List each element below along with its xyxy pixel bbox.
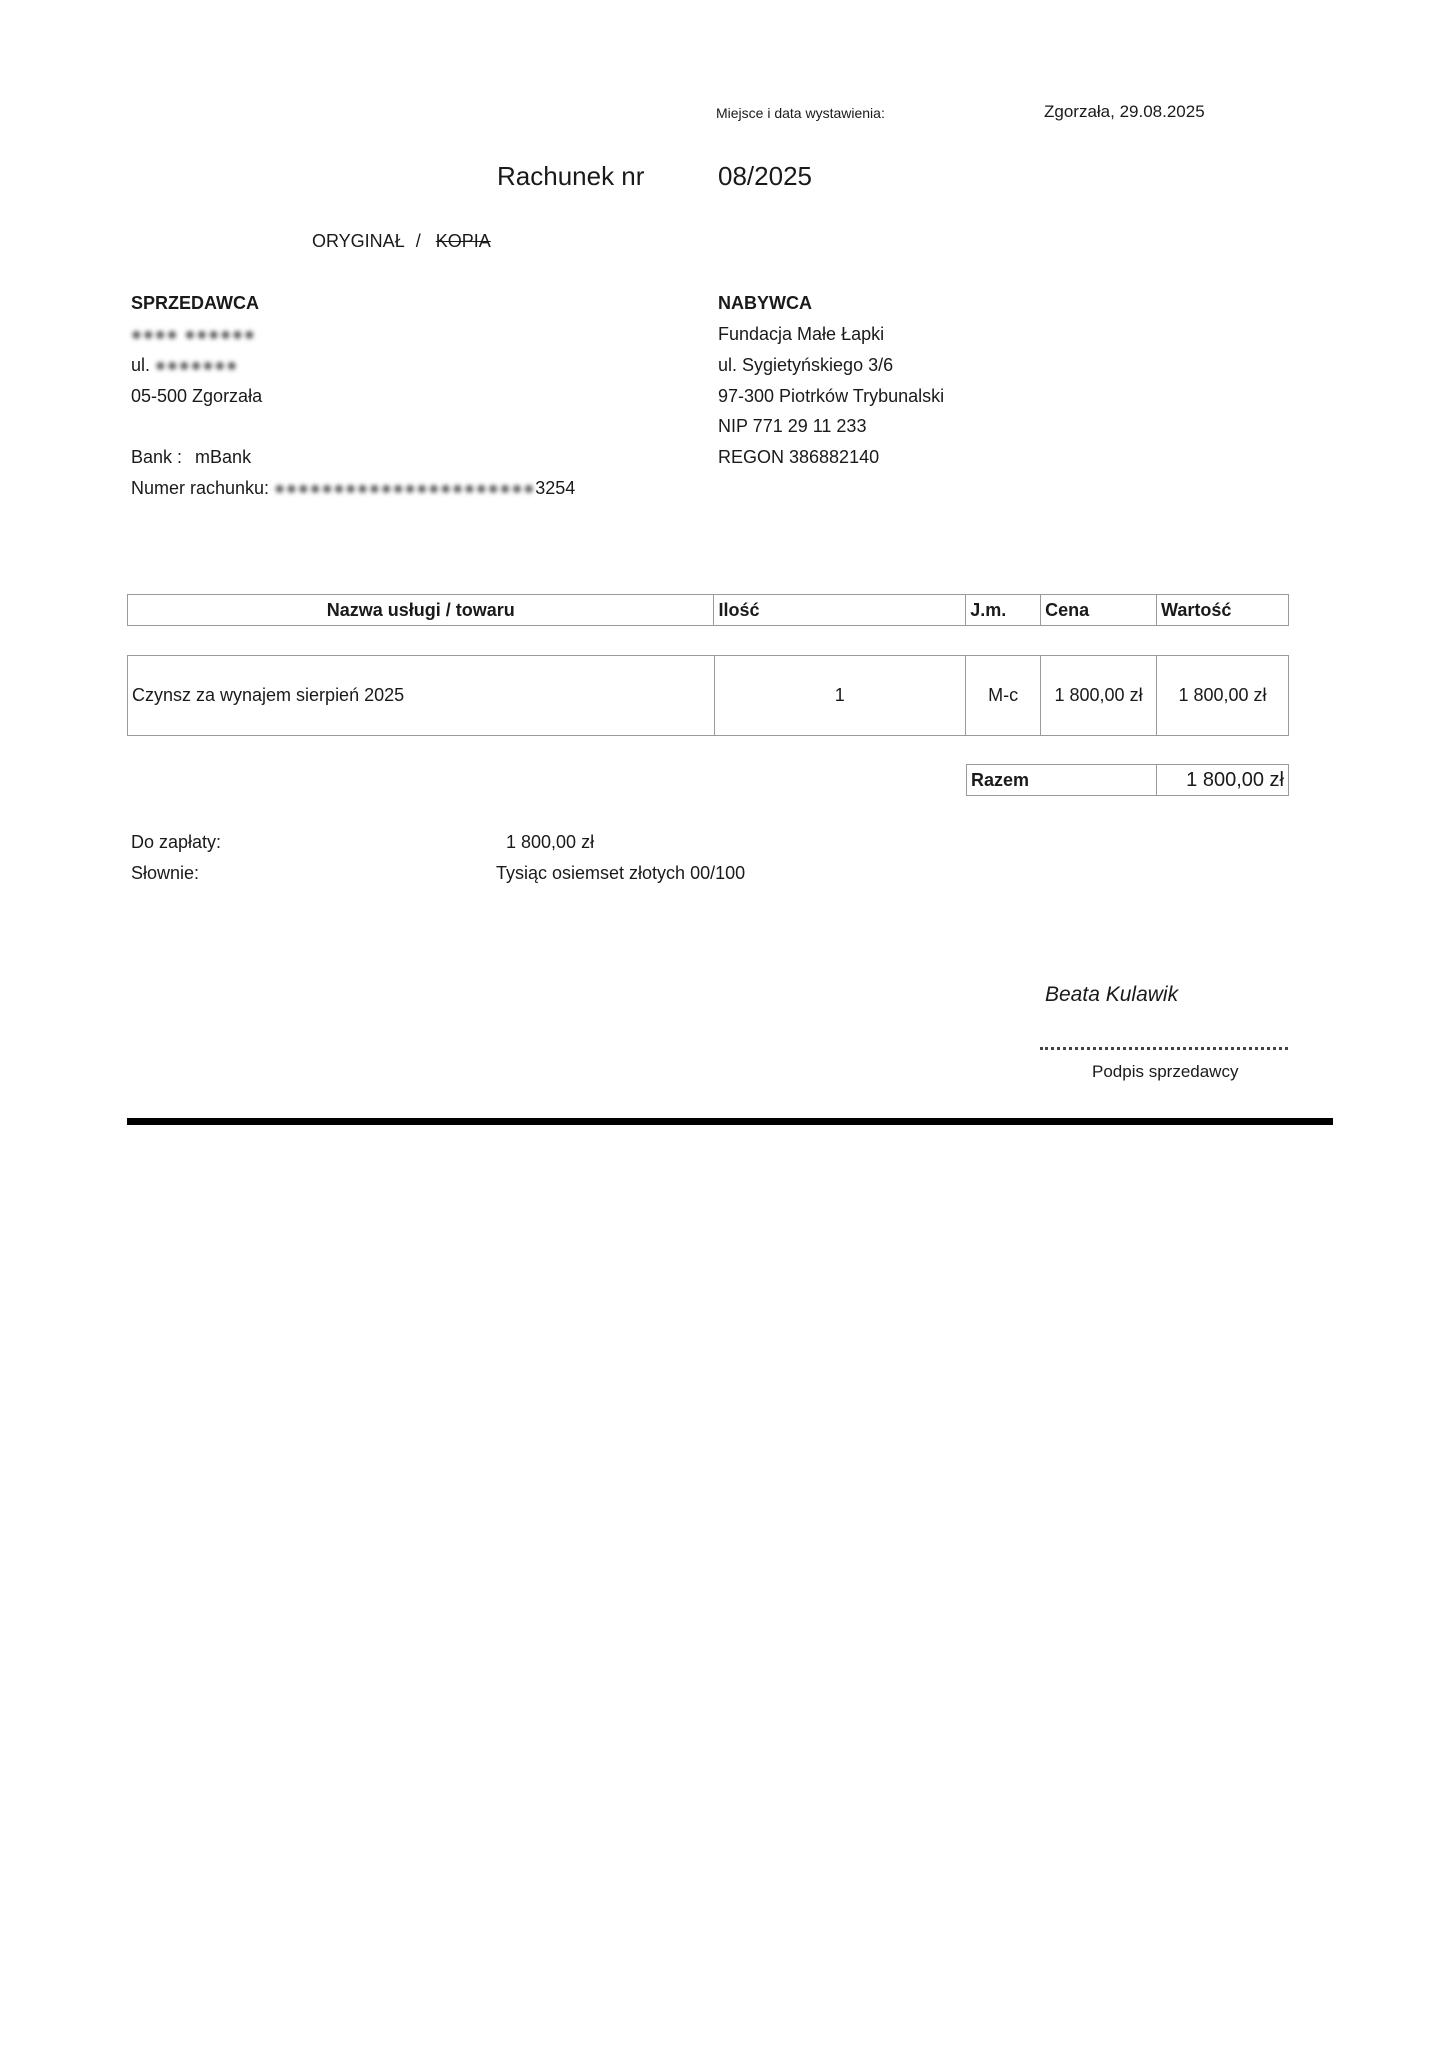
seller-street-redacted: ●●●●●●● xyxy=(155,355,239,375)
due-label: Do zapłaty: xyxy=(131,832,222,852)
row-name: Czynsz za wynajem sierpień 2025 xyxy=(128,656,715,736)
seller-bank xyxy=(131,446,251,468)
seller-street-prefix: ul. xyxy=(131,355,151,375)
signature-name: Beata Kulawik xyxy=(1045,983,1179,1006)
signature-label: Podpis sprzedawcy xyxy=(1092,1062,1239,1081)
seller-name-redacted: ●●●● ●●●●●● xyxy=(131,324,256,344)
col-header-price: Cena xyxy=(1041,595,1157,626)
seller-street xyxy=(131,354,238,376)
place-date-value: Zgorzała, 29.08.2025 xyxy=(1044,102,1205,121)
copy-label: KOPIA xyxy=(435,231,491,251)
total-label: Razem xyxy=(967,765,1157,796)
bottom-rule xyxy=(127,1118,1333,1125)
account-redacted: ●●●●●●●●●●●●●●●●●●●●●● xyxy=(274,478,536,498)
items-table-body xyxy=(127,655,1289,736)
total-table xyxy=(966,764,1289,796)
seller-name xyxy=(131,323,256,345)
total-value: 1 800,00 zł xyxy=(1157,765,1289,796)
table-row xyxy=(128,656,1289,736)
document-number: 08/2025 xyxy=(718,161,812,191)
place-date-label: Miejsce i data wystawienia: xyxy=(716,105,885,121)
signature-line xyxy=(1040,1047,1288,1050)
words-value: Tysiąc osiemset złotych 00/100 xyxy=(496,863,746,883)
col-header-name: Nazwa usługi / towaru xyxy=(128,595,714,626)
col-header-qty: Ilość xyxy=(714,595,966,626)
bank-value: mBank xyxy=(195,447,252,467)
col-header-value: Wartość xyxy=(1157,595,1289,626)
row-price: 1 800,00 zł xyxy=(1041,656,1157,736)
words-label: Słownie: xyxy=(131,863,200,883)
row-qty: 1 xyxy=(714,656,966,736)
col-header-unit: J.m. xyxy=(966,595,1041,626)
buyer-street: ul. Sygietyńskiego 3/6 xyxy=(718,355,894,375)
buyer-city: 97-300 Piotrków Trybunalski xyxy=(718,386,945,406)
original-label: ORYGINAŁ xyxy=(312,231,405,251)
document-title: Rachunek nr xyxy=(497,161,645,191)
due-value: 1 800,00 zł xyxy=(506,832,595,852)
seller-city: 05-500 Zgorzała xyxy=(131,386,263,406)
row-value: 1 800,00 zł xyxy=(1157,656,1289,736)
buyer-nip: NIP 771 29 11 233 xyxy=(718,416,867,436)
buyer-heading: NABYWCA xyxy=(718,293,812,313)
seller-account xyxy=(131,477,575,499)
account-suffix: 3254 xyxy=(535,478,576,498)
items-table-header xyxy=(127,594,1289,626)
copy-type-line xyxy=(312,230,491,252)
separator: / xyxy=(415,231,421,251)
row-unit: M-c xyxy=(966,656,1041,736)
account-label: Numer rachunku: xyxy=(131,478,270,498)
seller-heading: SPRZEDAWCA xyxy=(131,293,260,313)
buyer-regon: REGON 386882140 xyxy=(718,447,880,467)
bank-label: Bank : xyxy=(131,447,183,467)
buyer-name: Fundacja Małe Łapki xyxy=(718,324,885,344)
